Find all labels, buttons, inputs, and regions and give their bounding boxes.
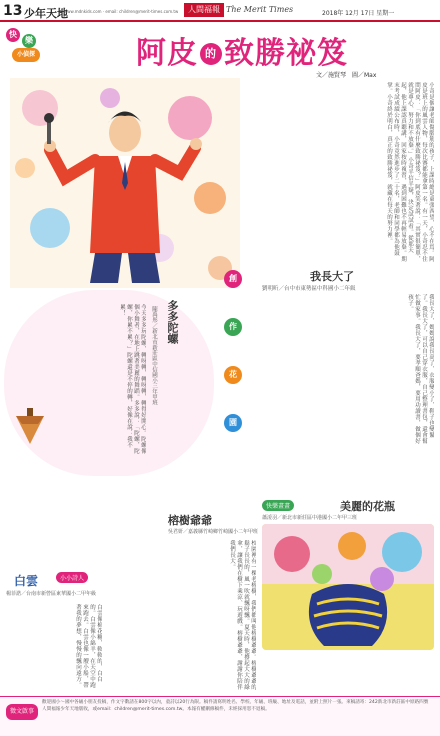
badge-char-3: 小偵探 <box>12 48 40 62</box>
page-title <box>136 28 348 72</box>
byline: 文／施賢琴 圖／Max <box>316 72 377 79</box>
badge-char-2: 樂 <box>22 34 36 48</box>
poem5-author: 楊菲諾／台南市新營區東華國小二甲年級 <box>6 591 97 597</box>
title-de: 的 <box>200 43 222 65</box>
poem4-title: 榕樹爺爺 <box>168 514 212 527</box>
footer-tag: 徵文啟事 <box>6 704 38 720</box>
section-title: 少年天地 <box>24 7 68 20</box>
newspaper-logo-english: The Merit Times <box>226 5 294 14</box>
footer-text: 歡迎國小～國中各級小朋友投稿，作文字數請在800字以內，童詩以20行為限。稿件請寫明姓名、學校、年級、班級、地址及電話，並附上照片一張。來稿請寄：242新北市新莊區中原路四號 人間福報少年天地版收，或email：children@merit-times.com.tw。本報有權刪修稿件，未經採用恕不退稿。 <box>42 700 429 712</box>
header-url[interactable]: www.mdnkids.com · email: children@merit-times.com.tw <box>64 9 179 14</box>
flower-label-3: 花 <box>224 366 242 384</box>
title-part-1: 阿皮 <box>136 36 198 71</box>
page-number: 13 <box>3 3 23 19</box>
issue-date: 2018年 12月 17日 星期一 <box>322 10 395 17</box>
flower-label-4: 園 <box>224 414 242 432</box>
header-divider <box>0 20 440 22</box>
poem3-author: 陳禹彤／新北市新莊區中信國小三年甲班 <box>151 306 157 405</box>
poem4-author: 吳君妍／嘉義縣竹崎鄉竹崎國小二年甲班 <box>168 529 259 535</box>
vase-painting <box>262 524 434 650</box>
poem5-tag: 小小詩人 <box>56 572 88 583</box>
story-illustration <box>10 78 240 288</box>
flower-label-2: 作 <box>224 318 242 336</box>
poem2-author: 蕭湲羽／新北市新莊區中港國小二年甲三班 <box>262 515 358 521</box>
poem1-text: 我長大了，媽媽說我長高了，衣服變小了，鞋子也變緊了。我長大了，可以自己穿衣服，自己整理書包，還會幫忙做家事。我長大了，要孝順爸媽，要用功讀書，做個好孩子。 <box>407 294 434 444</box>
poem5-text: 白雲像棉花糖，軟軟的，白白的。白雲像小綿羊，在天空中跑來跑去。白雲也像一艘小船，帶著我的夢想，慢慢的飄向遠方。 <box>75 604 102 688</box>
story-text: 小奇是個讓老師傷腦筋的孩子，上課時總是東張西望，心不在焉。阿皮是班上的風雲人物，每次比賽都能拿第一名。有一天，小奇忍不住問阿皮：「你到底有什麼致勝祕笈？」阿皮笑著說：「其實很簡單，就是專心、努力和不放棄。」小奇半信半疑，決定試試看。從那天起，他上課認真聽講，回家按時複習，遇到困難也不再輕易放棄。期末考試成績公布時，小奇竟然進步了二十名，老師和同學都為他鼓掌。小奇終於明白，真正的致勝祕笈，就藏在每天的努力裡。 <box>386 82 434 262</box>
flower-label-1: 創 <box>224 270 242 288</box>
poem3-text: 今天多多玩陀螺，轉呀轉，轉呀轉，轉得好開心。陀螺像個小舞者，在地上跳著美麗的舞蹈。多多說：「陀螺，陀螺，你累不累？」陀螺還是不停的轉，好像在說：我不累！ <box>119 304 146 454</box>
poem2-tag: 快樂畫畫 <box>262 500 294 511</box>
creative-garden-labels <box>218 270 258 500</box>
title-part-2: 致勝祕笈 <box>224 36 348 71</box>
spinning-top-icon <box>12 406 48 446</box>
badge-char-1: 快 <box>6 28 20 42</box>
poem3-title: 多多陀螺 <box>166 300 179 344</box>
poem1-author: 劉明昕／台中市東勢區中科國小二年級 <box>262 286 356 292</box>
column-badge <box>6 28 44 70</box>
poem4-text: 校園裡有一棵老榕樹，我們都叫他榕樹爺爺。榕樹爺爺的鬍子長長的，風一吹就飄呀飄。夏天時，他撐起大大的綠傘，讓我們在樹下乘涼、玩遊戲。榕樹爺爺，謝謝你陪伴我們長大。 <box>229 540 256 690</box>
newspaper-logo: 人間福報 <box>184 3 224 17</box>
poem1-title: 我長大了 <box>310 270 354 283</box>
poem2-title: 美麗的花瓶 <box>340 500 395 513</box>
poem5-title: 白雲 <box>14 574 39 588</box>
